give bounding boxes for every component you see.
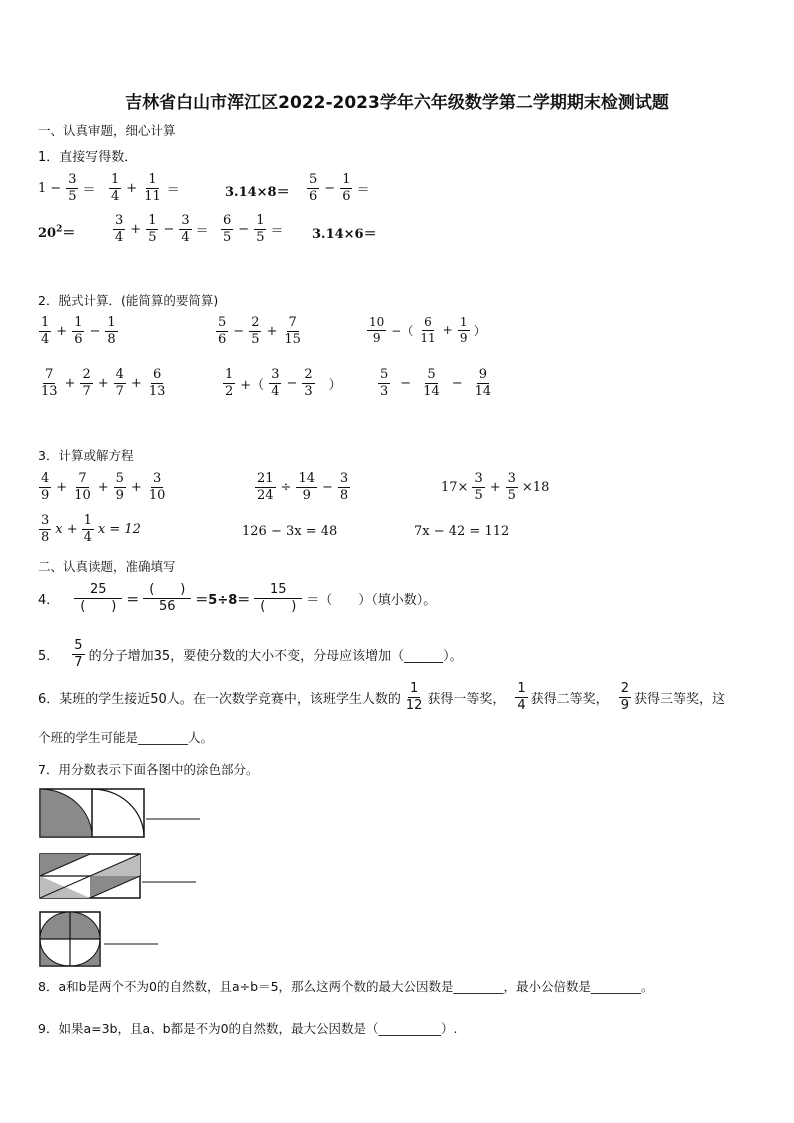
q3-expr-3: 17× $\frac{3}{5}$ + $\frac{3}{5}$ ×18: [441, 471, 550, 503]
q3-expr-1: $\frac{4}{9}$ + $\frac{7}{10}$ + $\frac{5}{9}$ + $\frac{3}{10}$: [41, 471, 166, 503]
q1-r1-c: 3.14×8＝: [225, 185, 290, 200]
q1-r1-a: 1 − $\frac{3}{5}$ ＝: [38, 172, 96, 204]
q3-equation-2: 126 − 3x = 48: [242, 524, 338, 539]
section-2-heading: 二、认真读题，准确填写: [38, 559, 176, 574]
q2-expr-2: $\frac{5}{6}$ − $\frac{2}{5}$ + $\frac{7}{15}$: [218, 315, 301, 347]
q3-label: 3．计算或解方程: [38, 448, 134, 463]
q3-equation-1: $\frac{3}{8}$ x + $\frac{1}{4}$ x = 12: [41, 513, 141, 545]
section-1-heading: 一、认真审题，细心计算: [38, 123, 176, 138]
q2-expr-5: $\frac{1}{2}$ +（ $\frac{3}{4}$ − $\frac{2}{3}$ ）: [225, 367, 342, 399]
q4: 4． $\frac{25}{( )}$ ＝ $\frac{( )}{56}$ ＝5÷8＝ $\frac{15}{( )}$ ＝（ ）（填小数）。: [38, 582, 437, 614]
q7-figure-1: [38, 787, 203, 839]
q6-line-2: 个班的学生可能是________人。: [38, 730, 214, 745]
q7-figure-3: [38, 910, 163, 968]
q8: 8．a和b是两个不为0的自然数，且a÷b＝5，那么这两个数的最大公因数是________，最小公倍数是________。: [38, 979, 654, 994]
q1-r1-b: $\frac{1}{4}$ + $\frac{1}{11}$ ＝: [111, 172, 180, 204]
q7-label: 7．用分数表示下面各图中的涂色部分。: [38, 762, 259, 777]
q2-expr-4: $\frac{7}{13}$ + $\frac{2}{7}$ + $\frac{4}{7}$ + $\frac{6}{13}$: [41, 367, 166, 399]
q3-expr-2: $\frac{21}{24}$ ÷ $\frac{14}{9}$ − $\frac{3}{8}$: [257, 471, 349, 503]
q1-r2-c: $\frac{6}{5}$ − $\frac{1}{5}$ ＝: [223, 213, 284, 245]
q1-label: 1．直接写得数．: [38, 150, 138, 165]
q1-r2-b: $\frac{3}{4}$ + $\frac{1}{5}$ − $\frac{3}{4}$ ＝: [115, 213, 209, 245]
q3-equation-3: 7x − 42 = 112: [414, 524, 510, 539]
q2-expr-1: $\frac{1}{4}$ + $\frac{1}{6}$ − $\frac{1}{8}$: [41, 315, 116, 347]
q1-r2-d: 3.14×6＝: [312, 227, 377, 242]
q9: 9．如果a=3b，且a、b都是不为0的自然数，最大公因数是（__________）.: [38, 1021, 458, 1036]
q2-label: 2．脱式计算．(能简算的要简算): [38, 293, 219, 308]
q6-line-1: 6．某班的学生接近50人。在一次数学竞赛中，该班学生人数的 $\frac{1}{12}$ 获得一等奖， $\frac{1}{4}$ 获得二等奖， $\frac{2}{9}$ 获得三等奖，这: [38, 681, 725, 713]
q1-r1-d: $\frac{5}{6}$ − $\frac{1}{6}$ ＝: [309, 172, 370, 204]
q7-figure-2: [38, 852, 200, 900]
q2-expr-3: $\frac{10}{9}$ −（ $\frac{6}{11}$ + $\frac{1}{9}$ ）: [369, 315, 486, 345]
q5: 5． $\frac{5}{7}$ 的分子增加35，要使分数的大小不变，分母应该增加（______）。: [38, 638, 463, 670]
page-title: 吉林省白山市浑江区2022-2023学年六年级数学第二学期期末检测试题: [125, 93, 669, 113]
q1-r2-a: $20^2=$: [38, 224, 76, 241]
q2-expr-6: $\frac{5}{3}$ − $\frac{5}{14}$ − $\frac{9}{14}$: [380, 367, 492, 399]
